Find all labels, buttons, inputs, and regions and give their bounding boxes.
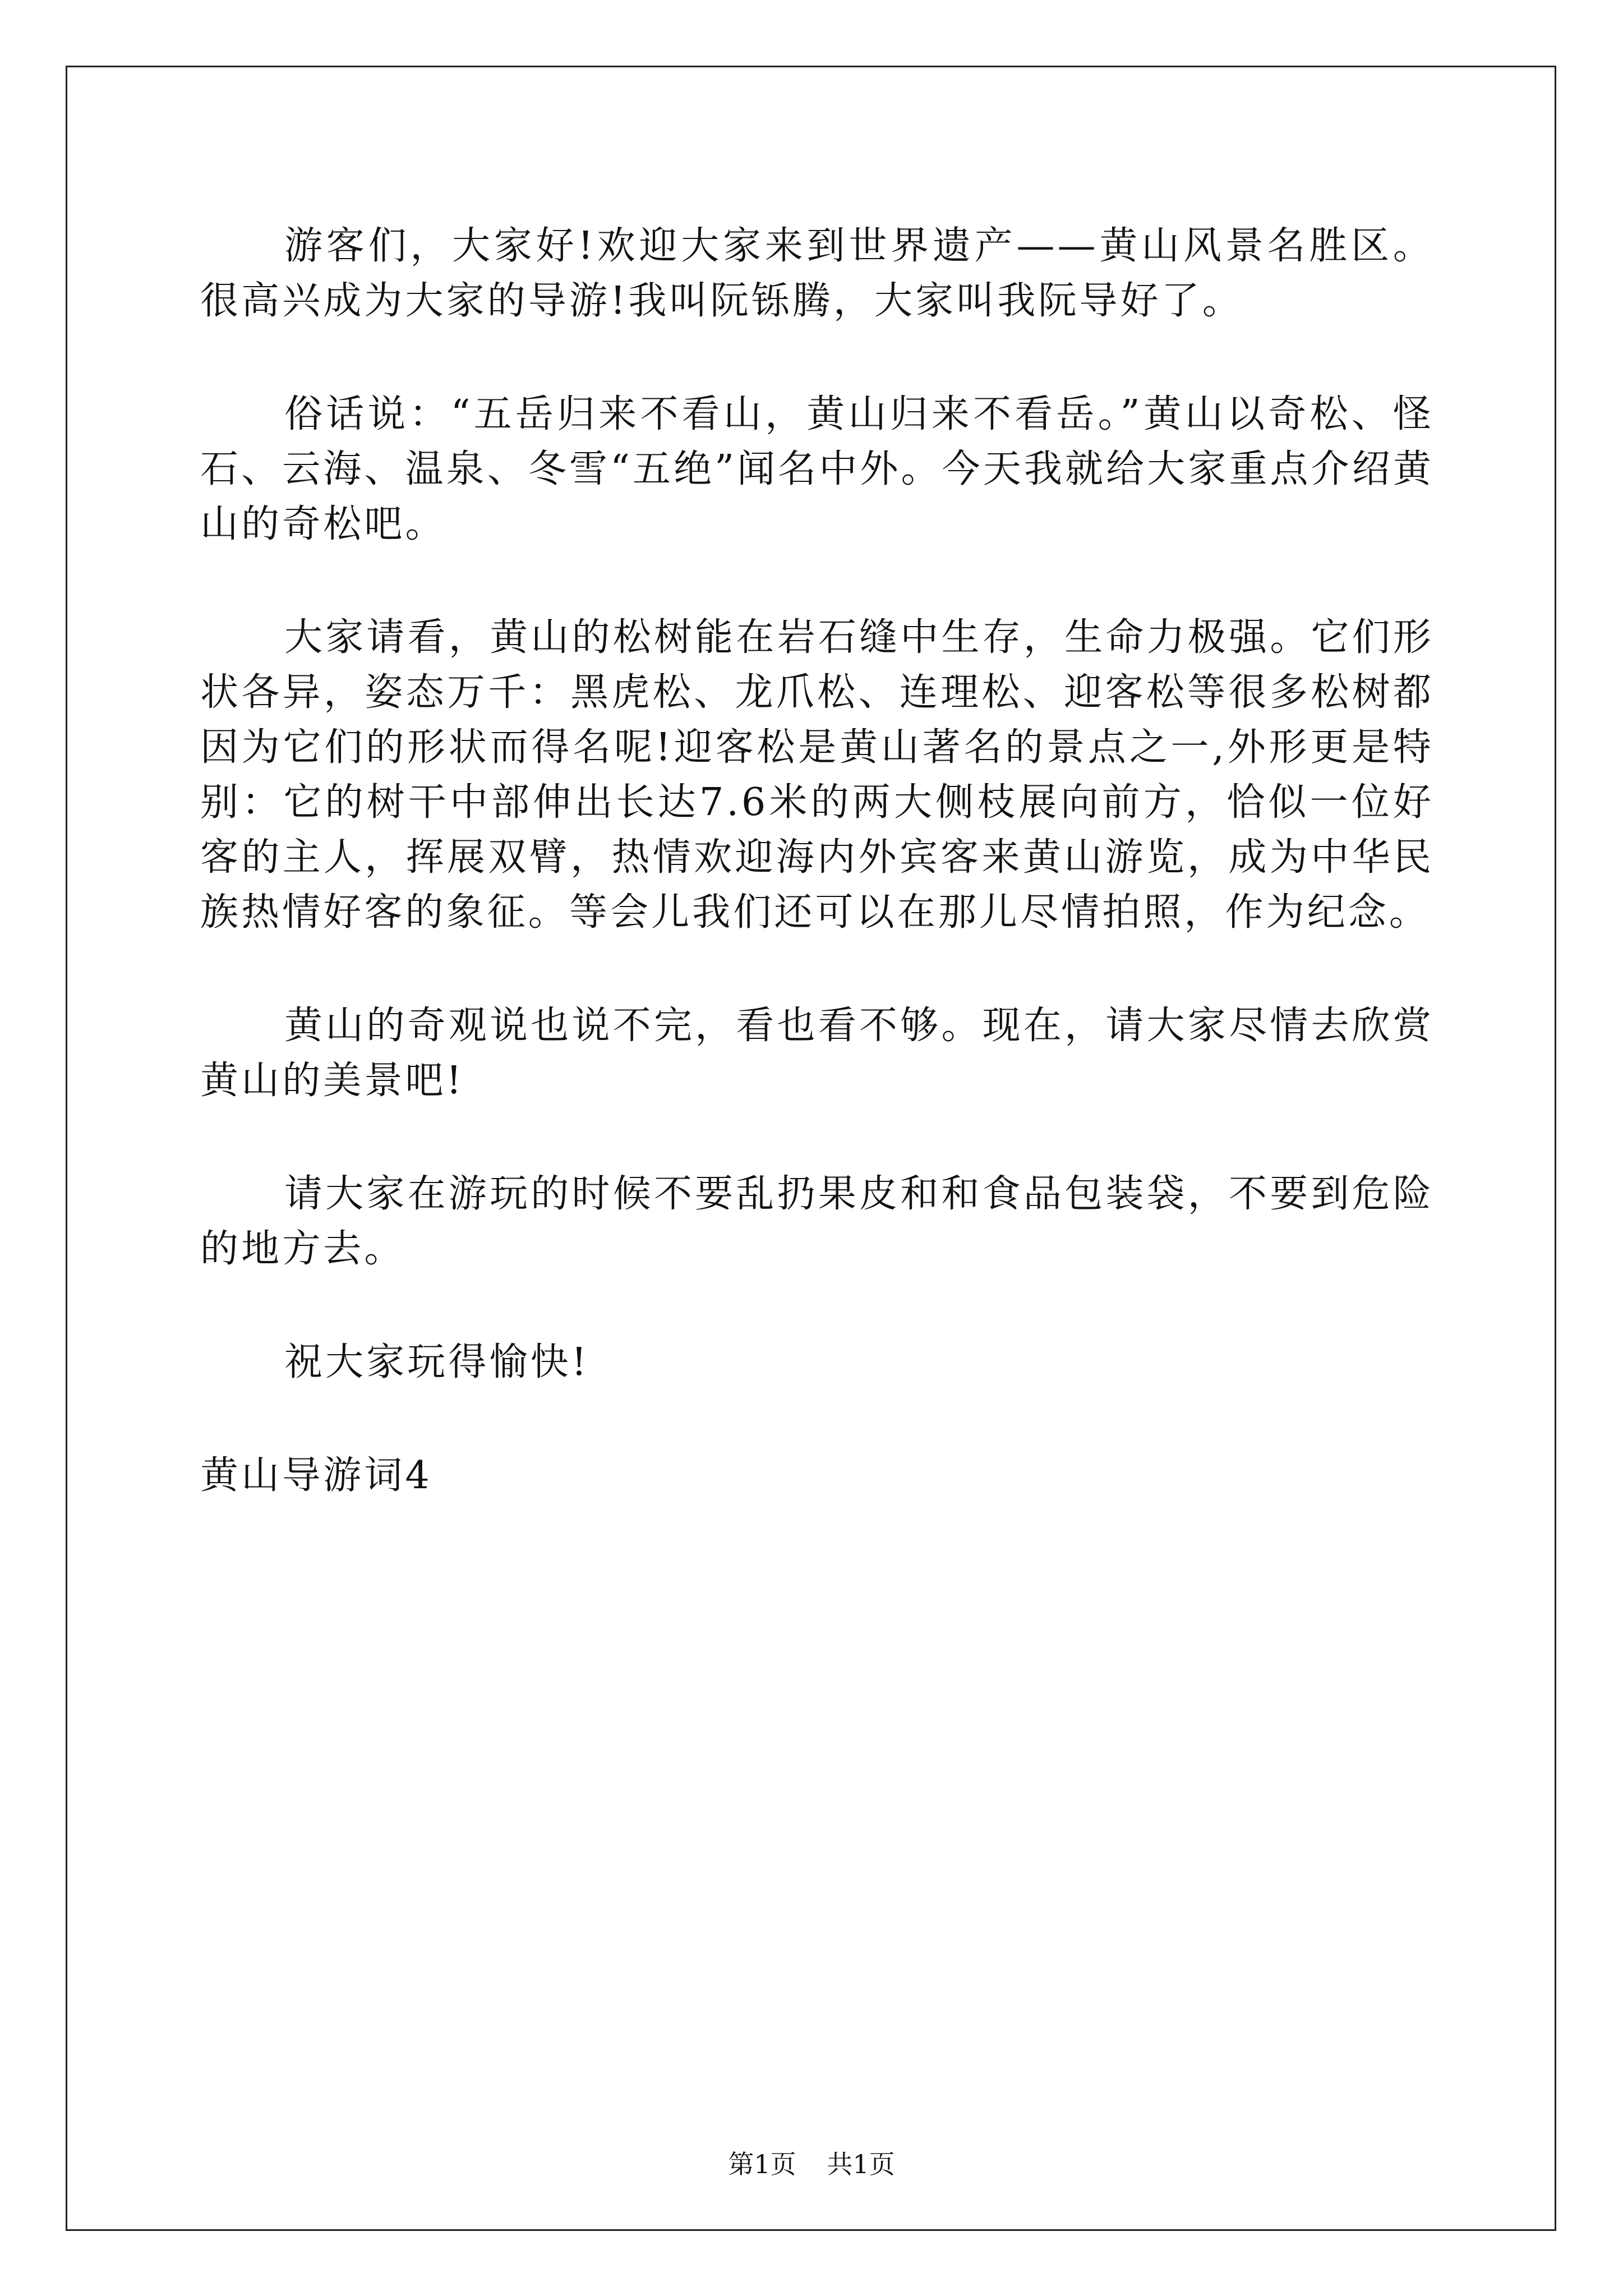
page-footer (0, 2148, 1623, 2180)
section-heading: 黄山导游词4 (200, 1453, 432, 1498)
page-total: 共1页 (827, 2149, 895, 2179)
page-number: 第1页 (728, 2149, 796, 2179)
paragraph-wonders: 黄山的奇观说也说不完，看也看不够。现在，请大家尽情去欣赏黄山的美景吧! (200, 1004, 1434, 1103)
paragraph-saying: 俗话说：“五岳归来不看山，黄山归来不看岳。”黄山以奇松、怪石、云海、温泉、冬雪“五绝”闻名中外。今天我就给大家重点介绍黄山的奇松吧。 (200, 392, 1434, 546)
document-body (200, 219, 1434, 1562)
paragraph-greeting: 游客们，大家好!欢迎大家来到世界遗产——黄山风景名胜区。很高兴成为大家的导游!我叫阮铄腾，大家叫我阮导好了。 (200, 224, 1434, 323)
paragraph-reminder: 请大家在游玩的时候不要乱扔果皮和和食品包装袋，不要到危险的地方去。 (200, 1172, 1434, 1271)
paragraph-pines: 大家请看，黄山的松树能在岩石缝中生存，生命力极强。它们形状各异，姿态万千：黑虎松、龙爪松、连理松、迎客松等很多松树都因为它们的形状而得名呢!迎客松是黄山著名的景点之一,外形更是特别：它的树干中部伸出长达7.6米的两大侧枝展向前方，恰似一位好客的主人，挥展双臂，热情欢迎海内外宾客来黄山游览，成为中华民族热情好客的象征。等会儿我们还可以在那儿尽情拍照，作为纪念。 (200, 615, 1434, 935)
paragraph-wish: 祝大家玩得愉快! (284, 1340, 590, 1384)
